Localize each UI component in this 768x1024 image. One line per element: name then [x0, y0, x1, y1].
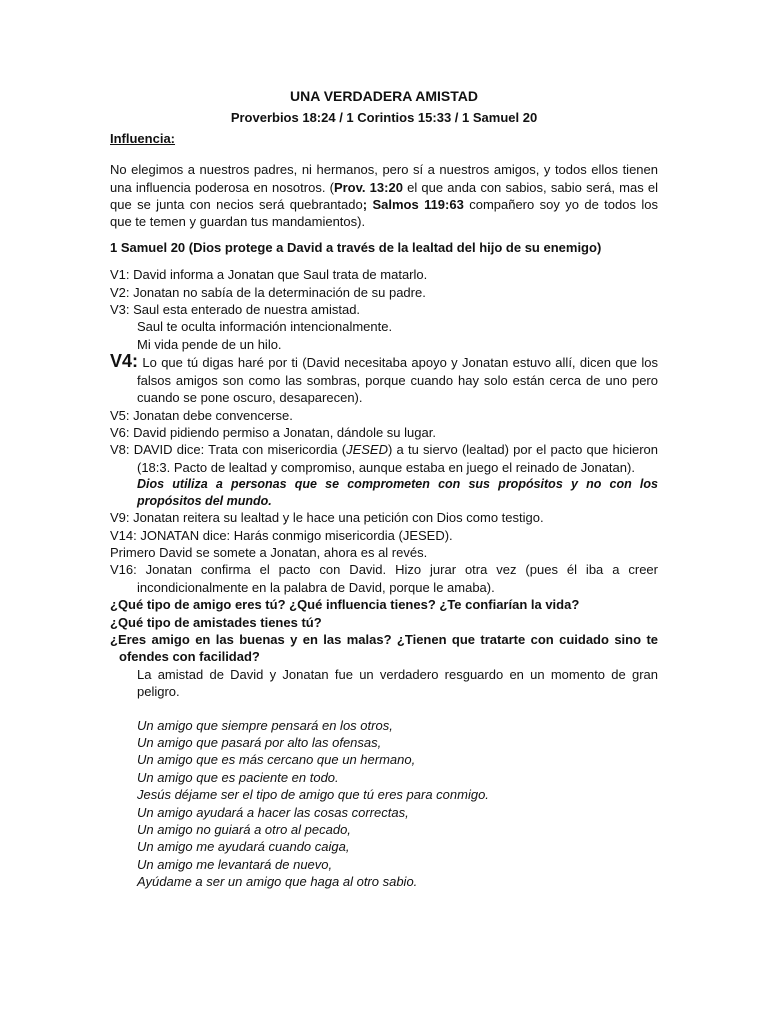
verse-v5: V5: Jonatan debe convencerse. [110, 407, 293, 423]
verse-v3-note-b: Mi vida pende de un hilo. [137, 336, 282, 352]
question-2: ¿Qué tipo de amistades tienes tú? [110, 614, 322, 630]
intro-text-3: compañero soy yo de todos los que te temen y guardan tus mandamientos). [110, 197, 658, 230]
poem-block [110, 717, 658, 891]
document-subtitle: Proverbios 18:24 / 1 Corintios 15:33 / 1 Samuel 20 [230, 110, 538, 126]
intro-ref-salmos: ; Salmos 119:63 [362, 197, 464, 213]
poem-line: Un amigo me ayudará cuando caiga, [137, 839, 350, 855]
spacer [110, 701, 658, 717]
document-title: UNA VERDADERA AMISTAD [290, 88, 478, 104]
verse-v16: V16: Jonatan confirma el pacto con David. Hizo jurar otra vez (pues él iba a creer incondicionalmente en la palabra de David, porque le amaba). [110, 562, 658, 595]
verse-v4-text: Lo que tú digas haré por ti (David necesitaba apoyo y Jonatan estuvo allí, dicen que los falsos amigos son como las sombras, porque cuando hay solo están cerca de uno pero cuando se pone oscuro, desaparecen). [137, 355, 658, 406]
intro-ref-proverbios: Prov. 13:20 [333, 179, 403, 195]
poem-line: Un amigo me levantará de nuevo, [137, 856, 333, 872]
verse-v3-note-a: Saul te oculta información intencionalmente. [137, 319, 393, 335]
verse-v4 [110, 353, 658, 406]
poem-line: Un amigo que siempre pensará en los otros, [137, 717, 393, 733]
verse-v8-text-a: V8: DAVID dice: Trata con misericordia ( [110, 442, 347, 458]
verse-v1: V1: David informa a Jonatan que Saul trata de matarlo. [110, 267, 428, 283]
section-title-1-samuel-20: 1 Samuel 20 (Dios protege a David a través de la lealtad del hijo de su enemigo) [110, 239, 602, 255]
question-1: ¿Qué tipo de amigo eres tú? ¿Qué influencia tienes? ¿Te confiarían la vida? [110, 597, 580, 613]
poem-line: Un amigo no guiará a otro al pecado, [137, 822, 351, 838]
poem-line: Ayúdame a ser un amigo que haga al otro sabio. [137, 874, 418, 890]
intro-paragraph [110, 161, 658, 231]
verse-v3: V3: Saul esta enterado de nuestra amistad. [110, 302, 361, 318]
verse-v8-text-b: ) a tu siervo (lealtad) por el pacto que hicieron (18:3. Pacto de lealtad y compromiso, aunque estaba en juego el reinado de Jonatan). [137, 442, 658, 475]
poem-line: Un amigo que es más cercano que un hermano, [137, 752, 416, 768]
document-body [110, 88, 658, 891]
verse-v8-jesed: JESED [346, 442, 388, 458]
verse-v2: V2: Jonatan no sabía de la determinación de su padre. [110, 284, 426, 300]
intro-text-1: No elegimos a nuestros padres, ni hermanos, pero sí a nuestros amigos, y todos ellos tienen una influencia poderosa en nosotros. ( [110, 162, 658, 195]
question-3: ¿Eres amigo en las buenas y en las malas? ¿Tienen que tratarte con cuidado sino te ofendes con facilidad? [110, 631, 658, 665]
verse-v8-note: Dios utiliza a personas que se comprometen con sus propósitos y no con los propósitos del mundo. [137, 477, 658, 508]
verse-v4-label: V4: [110, 351, 139, 372]
line-primero: Primero David se somete a Jonatan, ahora es al revés. [110, 544, 428, 560]
closing-paragraph: La amistad de David y Jonatan fue un verdadero resguardo en un momento de gran peligro. [137, 666, 658, 700]
poem-line: Un amigo ayudará a hacer las cosas correctas, [137, 804, 409, 820]
verse-v6: V6: David pidiendo permiso a Jonatan, dándole su lugar. [110, 424, 436, 440]
intro-text-2: el que anda con sabios, sabio será, mas el que se junta con necios será quebrantado [110, 179, 658, 213]
verse-v8 [110, 441, 658, 476]
verse-v9: V9: Jonatan reitera su lealtad y le hace una petición con Dios como testigo. [110, 510, 544, 526]
section-heading-influencia: Influencia: [110, 130, 176, 146]
poem-line: Un amigo que es paciente en todo. [137, 769, 339, 785]
poem-line: Un amigo que pasará por alto las ofensas, [137, 735, 382, 750]
poem-line: Jesús déjame ser el tipo de amigo que tú eres para conmigo. [137, 787, 489, 803]
verse-v14: V14: JONATAN dice: Harás conmigo misericordia (JESED). [110, 527, 453, 543]
